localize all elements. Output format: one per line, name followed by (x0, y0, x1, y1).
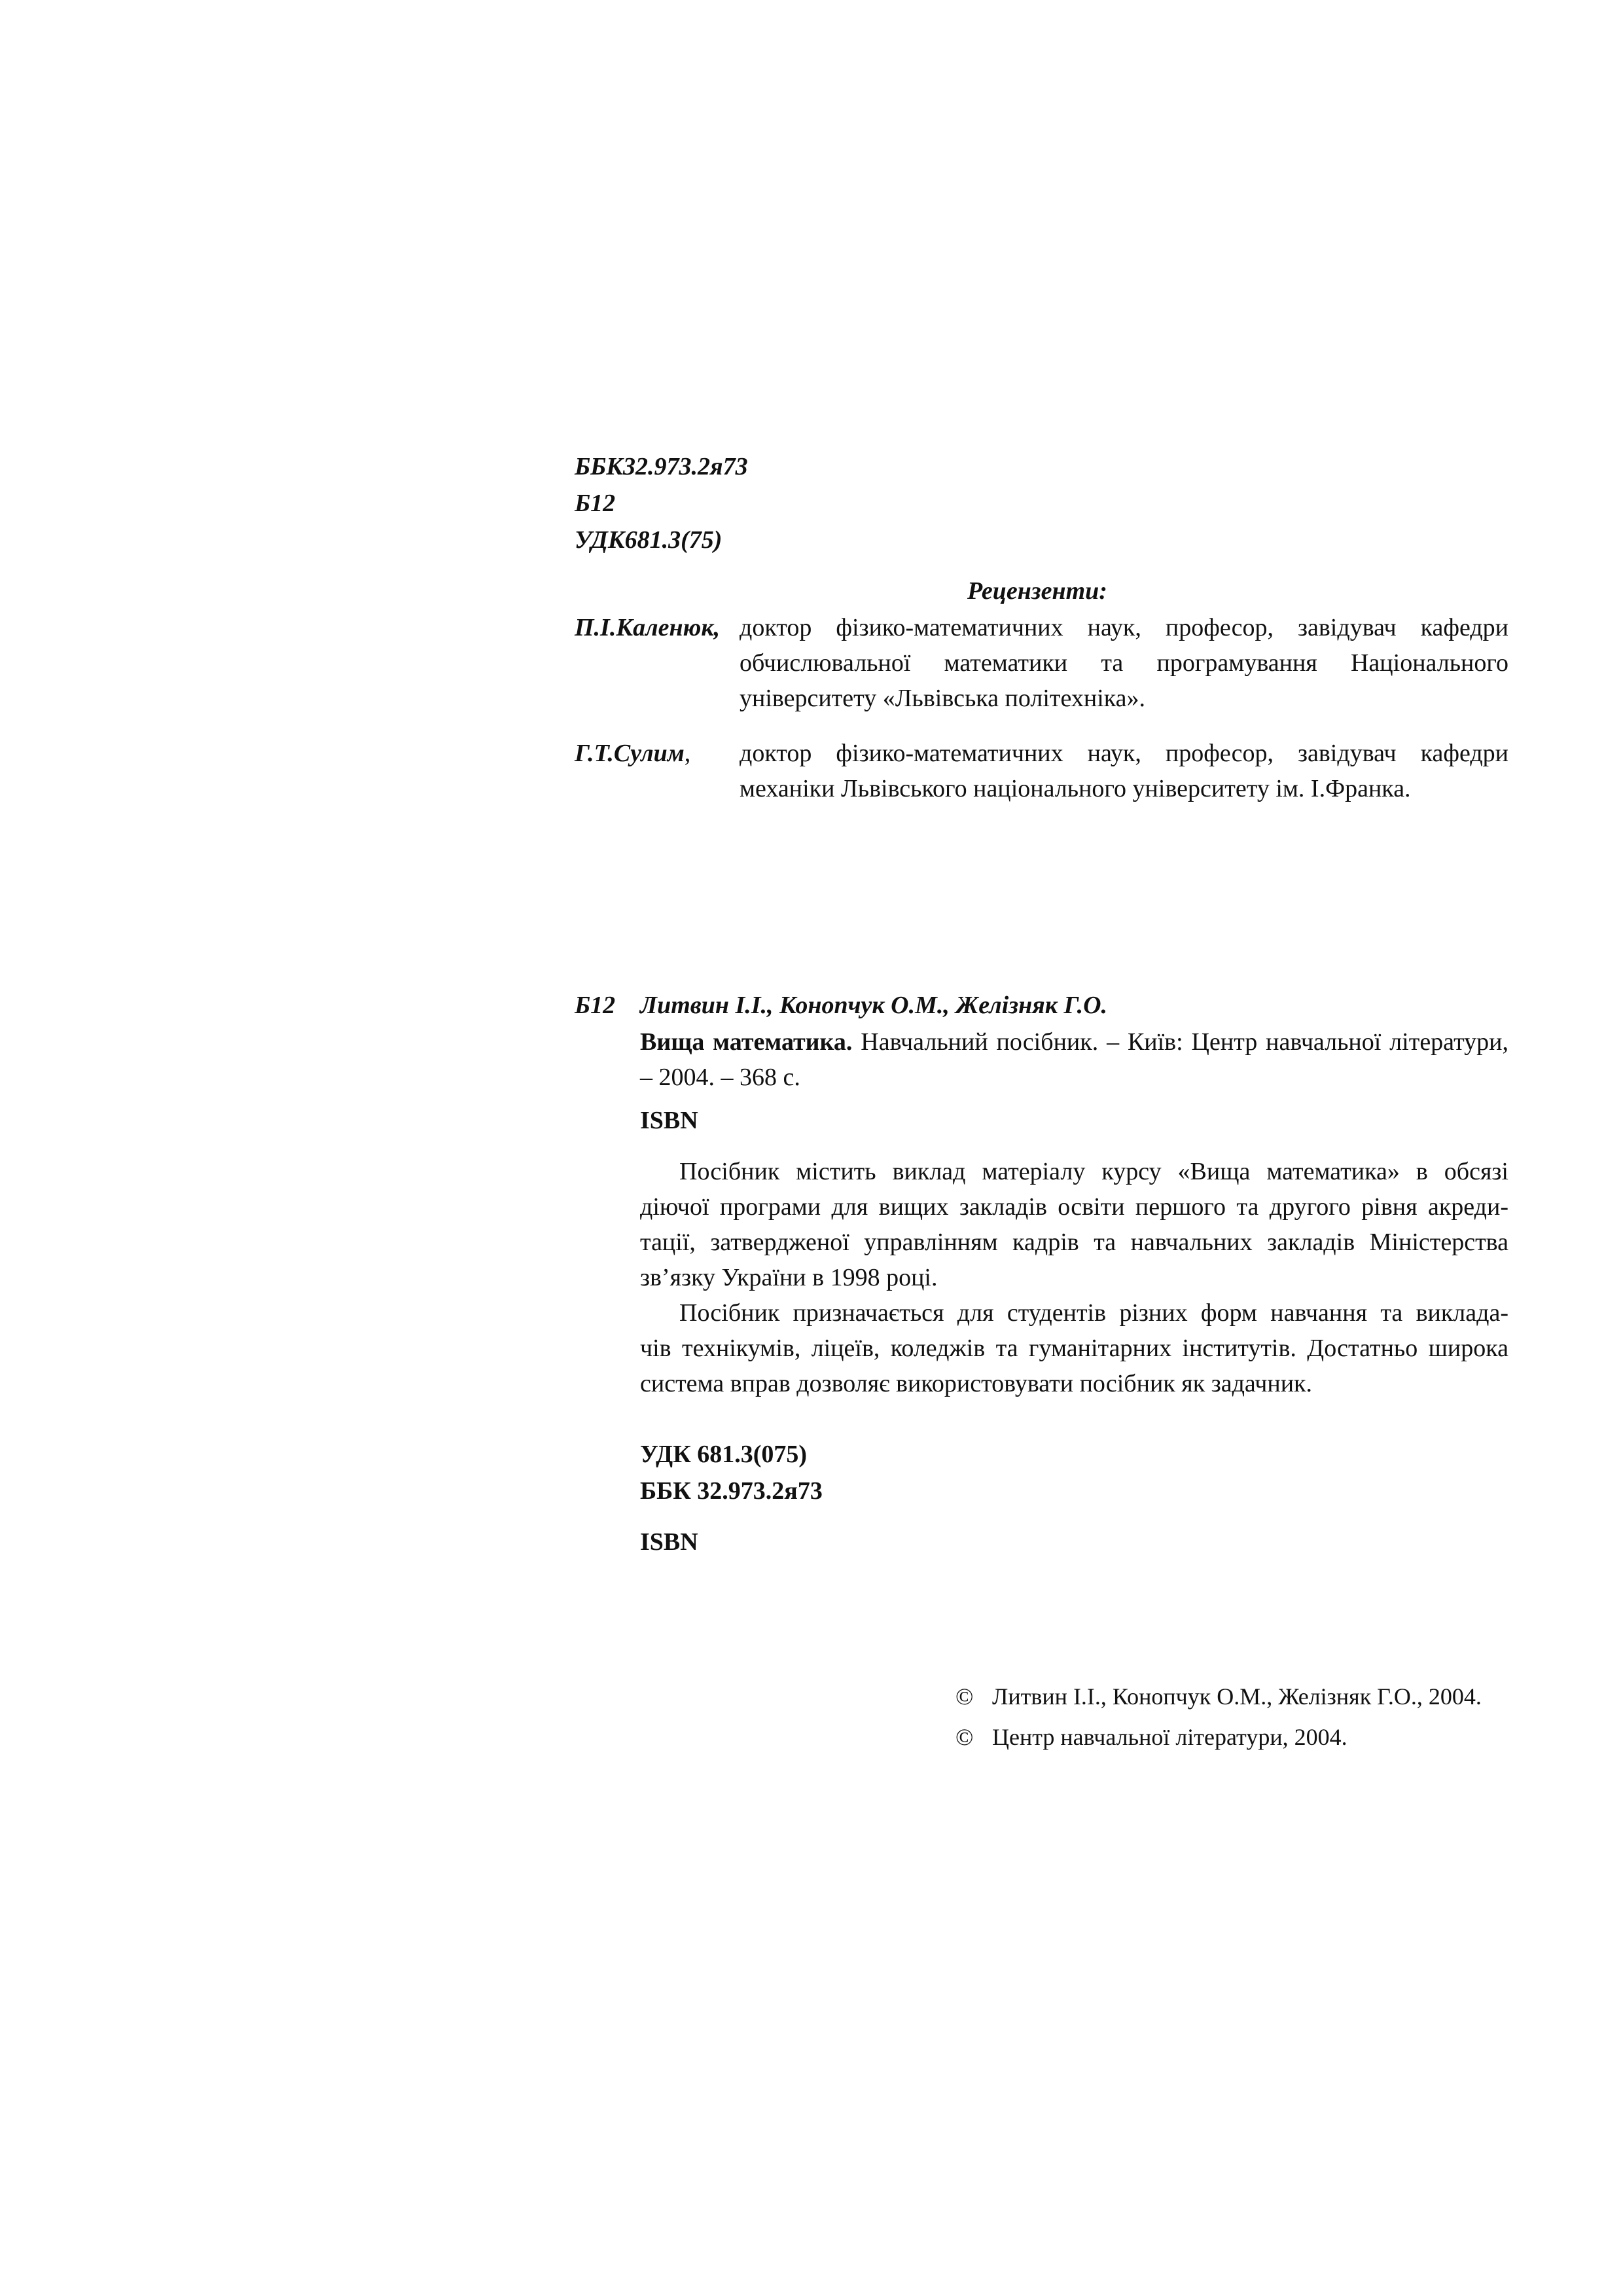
reviewer-2-name-suffix: , (684, 740, 691, 767)
book-title: Вища математика. (640, 1028, 853, 1056)
copyright-line-2 (955, 1719, 1347, 1755)
entry-authors: Литвин І.І., Конопчук О.М., Желізняк Г.О. (640, 992, 1108, 1019)
udk-code: УДК681.3(75) (575, 526, 722, 554)
catalog-codes (575, 448, 748, 558)
reviewer-1-name: П.І.Каленюк, (575, 614, 721, 641)
entry-index: Б12 (575, 992, 616, 1019)
annotation-line: чів технікумів, ліцеїв, коледжів та гуманітарних інститутів. Достатньо широка (640, 1335, 1508, 1362)
isbn-label: ISBN (640, 1107, 698, 1134)
copyright-icon: © (955, 1683, 974, 1710)
reviewer-1-description (740, 610, 1508, 716)
annotation-line: тації, затвердженої управлінням кадрів та навчальних закладів Міністерства (640, 1229, 1508, 1256)
reviewer-2-name-wrap (575, 736, 690, 771)
annotation-line: Посібник містить виклад матеріалу курсу «Вища математика» в обсязі (679, 1158, 1508, 1185)
annotation-line: зв’язку України в 1998 році. (640, 1264, 938, 1291)
book-title-line-2: – 2004. – 368 с. (640, 1064, 800, 1091)
copyright-text: Литвин І.І., Конопчук О.М., Желізняк Г.О., 2004. (992, 1683, 1482, 1710)
annotation-paragraph-1 (640, 1154, 1508, 1295)
reviewer-1-line: доктор фізико-математичних наук, професор, завідувач кафедри (740, 614, 1508, 641)
reviewer-1-line: обчислювальної математики та програмування Національного (740, 649, 1508, 677)
copyright-line-1 (955, 1679, 1482, 1714)
bbk-code-bottom: ББК 32.973.2я73 (640, 1477, 823, 1505)
annotation-paragraph-2 (640, 1295, 1508, 1401)
reviewer-2-name: Г.Т.Сулим (575, 740, 685, 767)
book-title-rest: Навчальний посібник. – Київ: Центр навчальної літератури, (852, 1028, 1509, 1056)
reviewer-2-description (740, 736, 1508, 806)
book-description (640, 1024, 1508, 1095)
book-title-line (640, 1024, 1508, 1060)
annotation-line: діючої програми для вищих закладів освіти першого та другого рівня акреди- (640, 1193, 1508, 1221)
reviewer-2-line: механіки Львівського національного університету ім. І.Франка. (740, 775, 1411, 802)
reviewer-1-line: університету «Львівська політехніка». (740, 685, 1146, 712)
annotation-line: система вправ дозволяє використовувати посібник як задачник. (640, 1370, 1313, 1397)
annotation-line: Посібник призначається для студентів різних форм навчання та виклада- (679, 1299, 1508, 1327)
reviewer-2-line: доктор фізико-математичних наук, професор, завідувач кафедри (740, 740, 1508, 767)
isbn-label-bottom: ISBN (640, 1528, 698, 1556)
reviewers-heading: Рецензенти: (967, 577, 1107, 605)
bbk-code: ББК32.973.2я73 (575, 453, 748, 480)
udk-code-bottom: УДК 681.3(075) (640, 1441, 808, 1468)
copyright-text: Центр навчальної літератури, 2004. (992, 1724, 1347, 1750)
copyright-icon: © (955, 1724, 974, 1750)
index-code: Б12 (575, 490, 616, 517)
